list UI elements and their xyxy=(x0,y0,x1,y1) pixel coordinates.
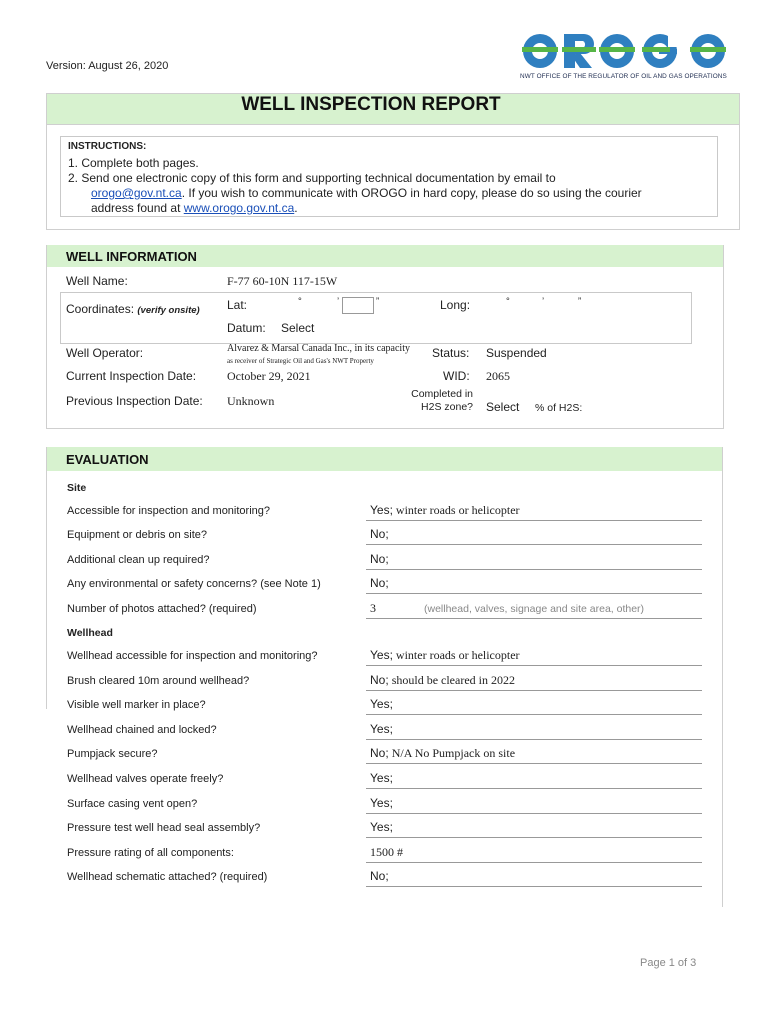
site-item-answer[interactable] xyxy=(370,503,520,518)
wellhead-item-answer[interactable] xyxy=(370,722,393,736)
wellhead-item-answer-line xyxy=(366,738,702,740)
lat-deg: ° xyxy=(298,296,302,307)
wellhead-item-question: Wellhead schematic attached? (required) xyxy=(67,871,268,884)
wellhead-item-answer[interactable] xyxy=(370,796,393,810)
h2s-label-2: H2S zone? xyxy=(421,401,473,413)
long-min: ’ xyxy=(542,296,545,307)
operator-value-line2: as receiver of Strategic Oil and Gas's NWT Property xyxy=(227,357,374,365)
wellhead-item-question: Wellhead chained and locked? xyxy=(67,723,217,736)
evaluation-right-border xyxy=(722,447,723,907)
instruction-text: address found at xyxy=(91,201,184,215)
instruction-item-2-cont xyxy=(91,186,642,201)
long-label: Long: xyxy=(440,298,471,312)
instruction-item-1: 1. Complete both pages. xyxy=(68,156,199,170)
wellhead-item-answer-line xyxy=(366,861,702,863)
wellhead-item-answer-choice: Yes; xyxy=(370,795,393,810)
well-info-heading: WELL INFORMATION xyxy=(66,249,197,264)
current-date-label: Current Inspection Date: xyxy=(66,369,197,383)
wellhead-item-answer-choice: Yes; xyxy=(370,820,393,835)
email-link[interactable]: orogo@gov.nt.ca xyxy=(91,186,182,200)
site-item-question: Any environmental or safety concerns? (see Note 1) xyxy=(67,578,321,591)
site-item-question: Equipment or debris on site? xyxy=(67,529,208,542)
wellhead-item-answer[interactable] xyxy=(370,869,389,883)
wellhead-item-answer-comment: should be cleared in 2022 xyxy=(388,672,515,687)
wellhead-item-question: Pressure test well head seal assembly? xyxy=(67,822,261,835)
wellhead-item-answer-comment: N/A No Pumpjack on site xyxy=(388,746,516,761)
wellhead-item-answer-line xyxy=(366,762,702,764)
evaluation-heading: EVALUATION xyxy=(66,452,149,467)
h2s-select[interactable]: Select xyxy=(486,400,520,414)
logo-subtitle: NWT OFFICE OF THE REGULATOR OF OIL AND GAS OPERATIONS xyxy=(520,73,727,80)
site-item-answer[interactable] xyxy=(370,552,389,566)
wid-value[interactable]: 2065 xyxy=(486,369,510,383)
site-item-question: Accessible for inspection and monitoring? xyxy=(67,505,271,517)
wellhead-item-question: Surface casing vent open? xyxy=(67,797,198,810)
instruction-item-2: 2. Send one electronic copy of this form and supporting technical documentation by email to xyxy=(68,171,556,185)
wellhead-item-answer-line xyxy=(366,812,702,814)
wellhead-item-answer[interactable] xyxy=(370,771,393,785)
wellhead-item-question: Pumpjack secure? xyxy=(67,748,158,761)
wellhead-item-question: Pressure rating of all components: xyxy=(67,846,234,859)
wellhead-item-answer-choice: Yes; xyxy=(370,721,393,736)
operator-label: Well Operator: xyxy=(66,346,144,360)
lat-seconds-input[interactable] xyxy=(342,297,374,314)
site-item-answer[interactable] xyxy=(370,527,389,541)
wellhead-item-question: Wellhead valves operate freely? xyxy=(67,773,224,785)
site-item-answer[interactable] xyxy=(370,576,389,590)
previous-date-value[interactable]: Unknown xyxy=(227,394,275,408)
current-date-value[interactable]: October 29, 2021 xyxy=(227,369,311,383)
site-item-answer-choice: 3 xyxy=(370,600,376,615)
lat-label: Lat: xyxy=(227,298,248,312)
wellhead-item-answer-comment: winter roads or helicopter xyxy=(392,648,520,662)
wellhead-item-answer[interactable] xyxy=(370,746,515,761)
wellhead-heading: Wellhead xyxy=(67,627,113,639)
logo-letters xyxy=(522,33,726,68)
lat-min: ’ xyxy=(337,296,340,307)
coordinates-label-text: Coordinates: xyxy=(66,302,135,316)
wellhead-item-question: Brush cleared 10m around wellhead? xyxy=(67,674,250,687)
site-heading: Site xyxy=(67,482,87,494)
h2s-percent-label: % of H2S: xyxy=(535,402,583,414)
wellhead-item-answer-choice: Yes; xyxy=(370,697,393,712)
wellhead-item-answer-choice: No; xyxy=(370,672,389,687)
instructions-heading: INSTRUCTIONS: xyxy=(68,141,147,152)
site-item-answer-choice: Yes; xyxy=(370,503,393,517)
wellhead-item-answer[interactable] xyxy=(370,845,403,860)
wellhead-item-answer-line xyxy=(366,885,702,887)
operator-value-line1[interactable]: Alvarez & Marsal Canada Inc., in its capacity xyxy=(227,343,410,354)
datum-label: Datum: xyxy=(227,321,266,335)
site-item-answer-line xyxy=(366,617,702,619)
site-item-question: Number of photos attached? (required) xyxy=(67,602,257,615)
site-item-question: Additional clean up required? xyxy=(67,553,210,566)
status-label: Status: xyxy=(432,346,470,360)
evaluation-left-border xyxy=(46,447,47,709)
h2s-label-1: Completed in xyxy=(411,388,473,400)
site-item-answer-line xyxy=(366,519,702,521)
instruction-text: . xyxy=(294,201,298,215)
wellhead-item-answer-choice: No; xyxy=(370,746,389,761)
wellhead-item-answer-line xyxy=(366,836,702,838)
verify-onsite-note: (verify onsite) xyxy=(137,305,200,316)
long-sec: ” xyxy=(578,296,582,307)
well-name-value[interactable]: F-77 60-10N 117-15W xyxy=(227,274,338,288)
wellhead-item-answer-choice: Yes; xyxy=(370,771,393,785)
previous-date-label: Previous Inspection Date: xyxy=(66,394,203,408)
status-value[interactable]: Suspended xyxy=(486,346,547,360)
website-link[interactable]: www.orogo.gov.nt.ca xyxy=(183,201,295,215)
wellhead-item-answer[interactable] xyxy=(370,697,393,711)
site-item-answer-line xyxy=(366,543,702,545)
wellhead-item-answer[interactable] xyxy=(370,673,515,688)
wellhead-item-answer-line xyxy=(366,689,702,691)
coordinates-label xyxy=(66,302,200,316)
wid-label: WID: xyxy=(443,369,470,383)
wellhead-item-answer[interactable] xyxy=(370,648,520,663)
site-item-answer-choice: No; xyxy=(370,527,389,542)
wellhead-item-answer-line xyxy=(366,713,702,715)
wellhead-item-answer-choice: No; xyxy=(370,869,389,884)
long-deg: ° xyxy=(506,296,510,307)
lat-sec: ” xyxy=(376,296,380,307)
site-item-answer-choice: No; xyxy=(370,576,389,591)
wellhead-item-answer-line xyxy=(366,664,702,666)
datum-select[interactable]: Select xyxy=(281,321,315,335)
site-item-answer-line xyxy=(366,568,702,570)
wellhead-item-question: Visible well marker in place? xyxy=(67,699,206,712)
wellhead-item-question: Wellhead accessible for inspection and monitoring? xyxy=(67,650,318,662)
instruction-text: . If you wish to communicate with OROGO in hard copy, please do so using the courier xyxy=(181,186,642,200)
well-name-label: Well Name: xyxy=(66,274,128,288)
page-number: Page 1 of 3 xyxy=(640,957,697,969)
wellhead-item-answer-line xyxy=(366,787,702,789)
site-item-answer-line xyxy=(366,592,702,594)
page-title: WELL INSPECTION REPORT xyxy=(241,94,501,115)
site-item-answer[interactable] xyxy=(370,601,644,616)
wellhead-item-answer-choice: 1500 # xyxy=(370,844,403,859)
wellhead-item-answer[interactable] xyxy=(370,820,393,834)
site-item-answer-comment: winter roads or helicopter xyxy=(392,503,520,517)
version-text: Version: August 26, 2020 xyxy=(46,60,169,72)
site-item-answer-comment: (wellhead, valves, signage and site area, other) xyxy=(424,602,645,615)
instruction-item-2-cont2 xyxy=(91,201,298,216)
wellhead-item-answer-choice: Yes; xyxy=(370,648,393,662)
site-item-answer-choice: No; xyxy=(370,551,389,566)
